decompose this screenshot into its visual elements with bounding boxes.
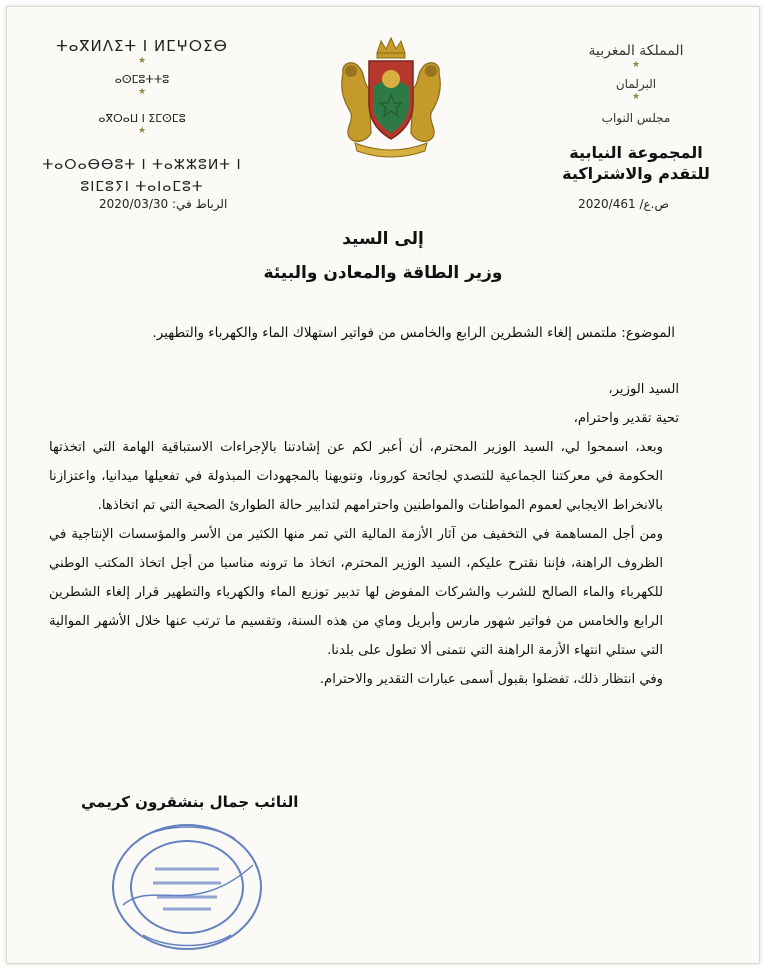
header-left: [37, 37, 247, 195]
reference-label: ص.ع/: [639, 197, 669, 211]
reference-value: 2020/461: [578, 197, 636, 211]
header-right-house: مجلس النواب: [601, 111, 671, 125]
header-right-kingdom: المملكة المغربية: [588, 43, 684, 59]
closing-paragraph: وفي انتظار ذلك، تفضلوا بقبول أسمى عبارات التقدير والاحترام.: [319, 672, 663, 687]
header-left-group-2: ⵓⵏⵎⵓⵢⵏ ⵜⴰⵏⴰⵎⵓⵜ: [80, 179, 204, 195]
header-right-group-1: المجموعة النيابية: [569, 143, 703, 162]
star-icon: ★: [137, 126, 147, 136]
official-stamp-icon: [103, 809, 271, 959]
star-icon: ★: [137, 56, 147, 66]
header-right-group-2: للتقدم والاشتراكية: [562, 164, 710, 183]
paragraph-1: وبعد، اسمحوا لي، السيد الوزير المحترم، أن أعبر لكم عن إشادتنا بالإجراءات الاستباقية الهامة التي اتخذتها الحكومة في معركتنا الجماعية للتصدي لجائحة كورونا، وتنويهنا بالمجهودات المبذولة في تفعيلها ميدانيا، واعتزازنا بالانخراط الايجابي لعموم المواطنات والمواطنين واحترامهم لتدابير حالة الطوارئ الصحية التي تم اتخاذها.: [49, 440, 663, 513]
addressee-minister: وزير الطاقة والمعادن والبيئة: [263, 263, 503, 283]
addressee-title: إلى السيد: [342, 229, 424, 249]
reference-number: [578, 197, 669, 211]
paragraph-2: ومن أجل المساهمة في التخفيف من آثار الأزمة المالية التي تمر منها الكثير من الأسر والمؤسسات الإنتاجية في الظروف الراهنة، فإننا نقترح عليكم، السيد الوزير المحترم، اتخاذ ما ترونه مناسبا من أجل اتخاذ المكتب الوطني للكهرباء والماء الصالح للشرب والشركات المفوض لها تدبير توزيع الماء والكهرباء والتطهير قرار إلغاء الشطرين الرابع والخامس من فواتير شهور مارس وأبريل وماي من هذه السنة، وتقسيم ما ترتب عنها خلال الأشهر الموالية التي ستلي انتهاء الأزمة الراهنة التي نتمنى ألا تطول على بلدنا.: [49, 527, 663, 658]
letter-date: [99, 197, 227, 211]
header-right-parliament: البرلمان: [615, 77, 657, 91]
crown-shape: [377, 38, 405, 53]
letter-page: [6, 6, 760, 964]
header-left-kingdom: ⵜⴰⴳⵍⴷⵉⵜ ⵏ ⵍⵎⵖⵔⵉⴱ: [56, 37, 228, 55]
header-left-group-1: ⵜⴰⵔⴰⴱⴱⵓⵜ ⵏ ⵜⴰⵣⵣⵓⵍⵜ ⵏ: [42, 157, 242, 173]
salutation: السيد الوزير،: [608, 382, 679, 397]
date-value: 2020/03/30: [99, 197, 169, 211]
letter-body: [49, 375, 699, 694]
header-left-parliament: ⴰⵙⵎⵓⵜⵜⵓ: [114, 73, 170, 86]
date-label: الرباط في:: [172, 197, 228, 211]
signature-name: النائب جمال بنشقرون كريمي: [81, 793, 299, 811]
header-right: [531, 43, 741, 183]
star-icon: ★: [137, 87, 147, 97]
greeting: تحية تقدير واحترام،: [573, 411, 679, 426]
star-icon: ★: [631, 60, 641, 70]
coat-of-arms-emblem: [333, 33, 449, 159]
header-left-house: ⴰⴳⵔⴰⵡ ⵏ ⵉⵎⵙⵎⵓ: [98, 112, 186, 125]
letter-subject: الموضوع: ملتمس إلغاء الشطرين الرابع والخامس من فواتير استهلاك الماء والكهرباء والتطهير.: [152, 325, 675, 341]
star-icon: ★: [631, 92, 641, 102]
